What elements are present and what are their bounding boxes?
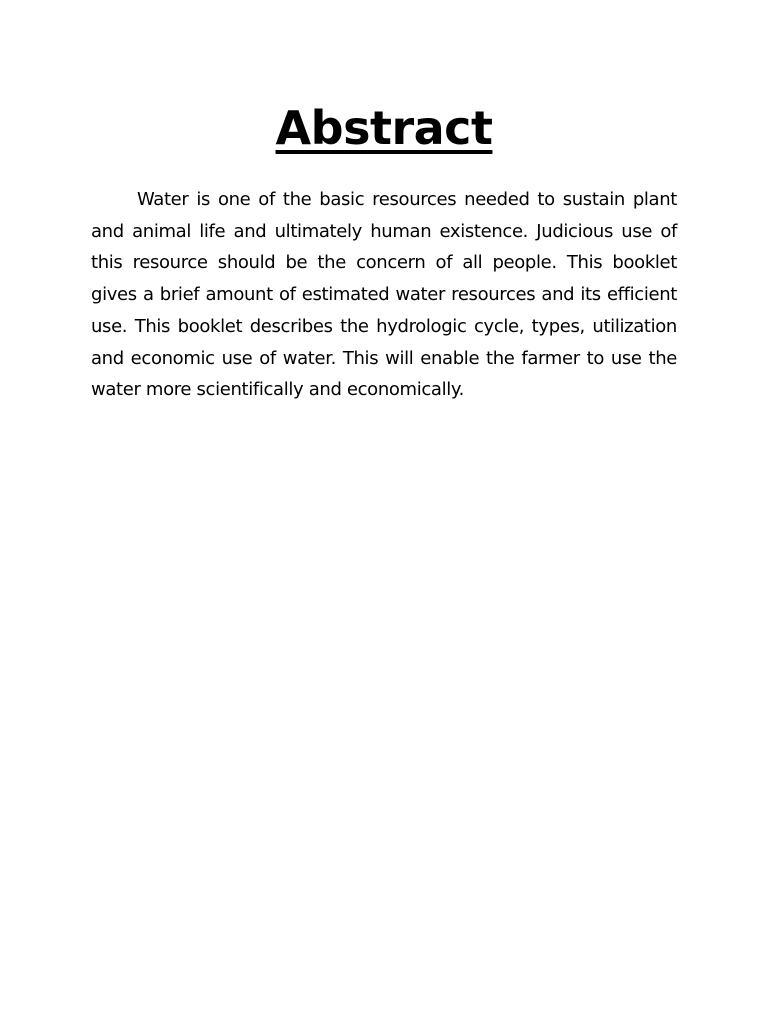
abstract-paragraph: Water is one of the basic resources needed to sustain plant and animal life and ultimately human existence. Judicious use of this resource should be the concern of all people. This booklet gives a brief amount of estimated water resources and its efficient use. This booklet describes the hydrologic cycle, types, utilization and economic use of water. This will enable the farmer to use the water more scientifically and economically.: [91, 189, 677, 401]
page-title-text: Abstract: [275, 101, 493, 155]
page-title: [0, 96, 768, 160]
